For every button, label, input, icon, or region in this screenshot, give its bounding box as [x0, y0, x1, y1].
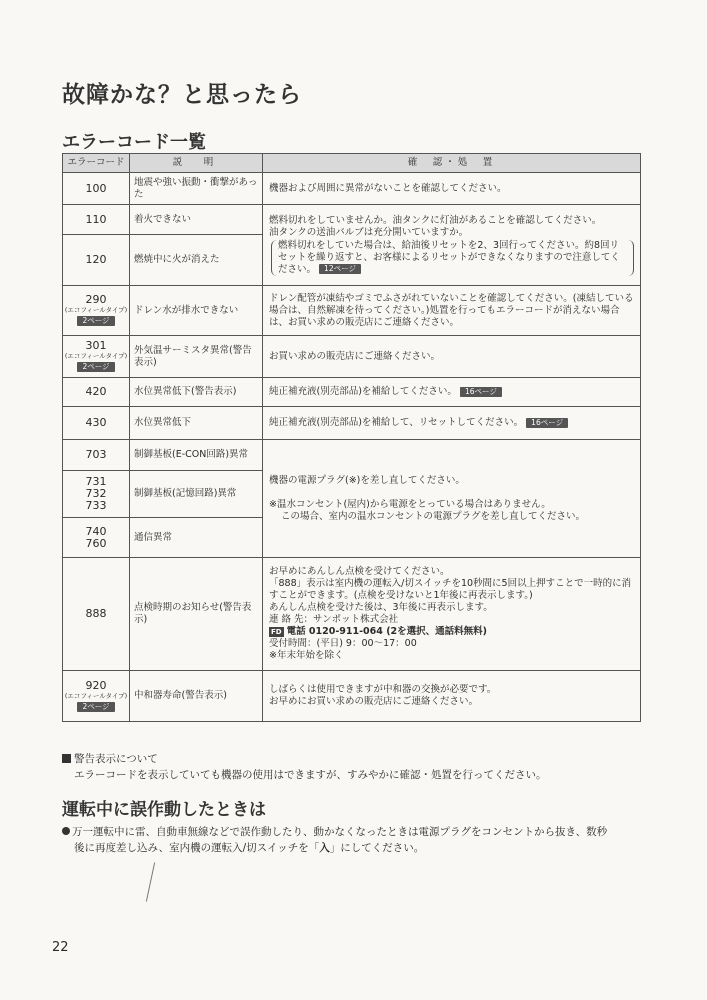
error-description: 中和器寿命(警告表示)	[130, 671, 263, 722]
error-code: 110	[63, 205, 130, 235]
model-type-note: (エコフィールタイプ)	[64, 352, 128, 360]
error-action	[263, 558, 641, 671]
error-description: 水位異常低下	[130, 407, 263, 440]
action-line: 燃料切れをしていた場合は、給油後リセットを2、3回行ってください。約8回リセットを繰り返すと、お客様によるリセットができなくなりますので注意してください。	[278, 239, 620, 275]
warning-heading-text: 警告表示について	[74, 753, 158, 765]
error-action: ドレン配管が凍結やゴミでふさがれていないことを確認してください。(凍結している場合は、自然解凍を待ってください。)処置を行ってもエラーコードが消えない場合は、お買い求めの販売店にご連絡ください。	[263, 286, 641, 336]
table-row	[63, 558, 641, 671]
error-action	[263, 440, 641, 558]
error-code: 120	[63, 235, 130, 286]
error-description: 制御基板(E-CON回路)異常	[130, 440, 263, 471]
page-reference-badge: 16ページ	[460, 387, 502, 397]
error-code: 888	[63, 558, 130, 671]
error-action-cell	[263, 407, 641, 440]
warning-body: エラーコードを表示していても機器の使用はできますが、すみやかに確認・処置を行ってください。	[74, 769, 547, 781]
table-row	[63, 671, 641, 722]
error-description: 地震や強い振動・衝撃があった	[130, 173, 263, 205]
error-code: 703	[63, 440, 130, 471]
error-code-cell	[63, 518, 130, 558]
instruction-text: 後に再度差し込み、室内機の運転入/切スイッチを「	[74, 842, 320, 854]
model-type-note: (エコフィールタイプ)	[64, 691, 128, 700]
error-description: 制御基板(記憶回路)異常	[130, 471, 263, 518]
page-reference-badge: 16ページ	[526, 418, 568, 428]
action-line: あんしん点検を受けた後は、3年後に再表示します。	[269, 602, 493, 613]
error-action	[263, 671, 641, 722]
error-description: 外気温サーミスタ異常(警告表示)	[130, 336, 263, 378]
action-line: 機器の電源プラグ(※)を差し直してください。	[269, 474, 465, 486]
page-reference-badge: 12ページ	[319, 264, 361, 274]
header-code: エラーコード	[63, 154, 130, 173]
bullet-dot-icon	[62, 827, 70, 835]
contact-line: 連 絡 先：サンポット株式会社	[269, 614, 399, 625]
error-code: 731	[85, 475, 107, 488]
table-row	[63, 407, 641, 440]
action-line: 燃料切れをしていませんか。油タンクに灯油があることを確認してください。	[269, 214, 602, 226]
error-code: 760	[85, 536, 107, 550]
table-row	[63, 378, 641, 407]
error-code-table	[62, 153, 641, 722]
header-action: 確 認・処 置	[263, 154, 641, 173]
table-row	[63, 440, 641, 471]
error-action: お買い求めの販売店にご連絡ください。	[263, 336, 641, 378]
instruction-text: 」にしてください。	[329, 842, 425, 854]
error-action-cell	[263, 378, 641, 407]
action-line: しばらくは使用できますが中和器の交換が必要です。	[269, 684, 497, 695]
error-code-cell	[63, 336, 130, 378]
error-code: 733	[85, 499, 107, 512]
action-line: この場合、室内の温水コンセントの電源プラグを差し直してください。	[281, 510, 586, 522]
hours-note: ※年末年始を除く	[269, 650, 344, 661]
action-line: ※温水コンセント(屋内)から電源をとっている場合はありません。	[269, 498, 551, 510]
error-code-cell	[63, 286, 130, 336]
error-code-cell	[63, 671, 130, 722]
action-bracket-note	[271, 240, 634, 276]
error-code: 301	[85, 339, 107, 352]
section-title-malfunction: 運転中に誤作動したときは	[62, 800, 266, 820]
error-code: 290	[85, 293, 107, 306]
hours-line: 受付時間：(平日) 9：00～17：00	[269, 638, 417, 649]
page-reference-badge: 2ページ	[77, 316, 114, 326]
page-reference-badge: 2ページ	[77, 702, 114, 712]
page-number: 22	[52, 940, 69, 955]
action-line: 「888」表示は室内機の運転入/切スイッチを10秒間に5回以上押すことで一時的に消すことができます。(点検を受けないと1年後に再表示します。)	[269, 578, 632, 601]
error-code: 420	[63, 378, 130, 407]
table-header-row	[63, 154, 641, 173]
error-description: 点検時期のお知らせ(警告表示)	[130, 558, 263, 671]
header-description: 説 明	[130, 154, 263, 173]
error-action	[263, 205, 641, 286]
instruction-line-2	[62, 840, 642, 856]
action-line: お早めにお買い求めの販売店にご連絡ください。	[269, 696, 479, 707]
error-code: 920	[85, 678, 107, 692]
warning-heading	[62, 751, 158, 766]
model-type-note: (エコフィールタイプ)	[64, 306, 128, 314]
square-bullet-icon	[62, 754, 71, 763]
table-row	[63, 173, 641, 205]
error-code: 430	[63, 407, 130, 440]
page-reference-badge: 2ページ	[77, 362, 114, 372]
error-description: 通信異常	[130, 518, 263, 558]
freedial-icon: FD	[271, 628, 282, 636]
table-row	[63, 286, 641, 336]
action-line: 油タンクの送油バルブは充分開いていますか。	[269, 226, 469, 238]
error-description: 燃焼中に火が消えた	[130, 235, 263, 286]
table-row	[63, 336, 641, 378]
error-action: 機器および周囲に異常がないことを確認してください。	[263, 173, 641, 205]
error-description: ドレン水が排水できない	[130, 286, 263, 336]
malfunction-instruction	[62, 824, 642, 856]
error-description: 着火できない	[130, 205, 263, 235]
error-code: 740	[85, 524, 107, 538]
phone-line	[269, 626, 634, 638]
table-row	[63, 205, 641, 235]
error-code-cell	[63, 471, 130, 518]
page-title: 故障かな？と思ったら	[62, 82, 302, 108]
error-action: 純正補充液(別売部品)を補給して、リセットしてください。	[269, 417, 524, 428]
error-description: 水位異常低下(警告表示)	[130, 378, 263, 407]
section-title-error-codes: エラーコード一覧	[62, 132, 206, 153]
error-code: 100	[63, 173, 130, 205]
paper-scratch-mark	[146, 862, 155, 901]
action-line: お早めにあんしん点検を受けてください。	[269, 566, 450, 577]
instruction-line: 万一運転中に雷、自動車無線などで誤作動したり、動かなくなったときは電源プラグをコンセントから抜き、数秒	[72, 826, 608, 838]
error-action: 純正補充液(別売部品)を補給してください。	[269, 386, 457, 397]
error-code: 732	[85, 487, 107, 500]
instruction-emphasis: 入	[319, 842, 330, 854]
phone-number: 電話 0120-911-064 (2を選択、通話料無料)	[286, 626, 487, 637]
